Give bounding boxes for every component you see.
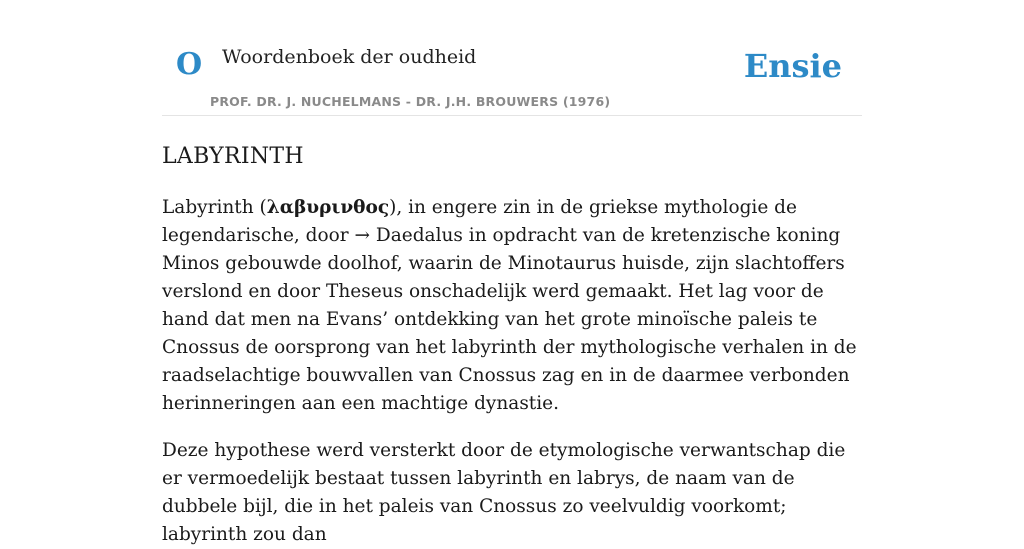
content-container bbox=[162, 0, 862, 549]
paragraph-text: ), in engere zin in de griekse mythologie de legendarische, door → Daedalus in opdracht van de kretenzische koning Minos gebouwde doolhof, waarin de Minotaurus huisde, zijn slachtoffers verslond en door Theseus onschadelijk werd gemaakt. Het lag voor de hand dat men na Evans’ ontdekking van het grote minoïsche paleis te Cnossus de oorsprong van het labyrinth der mythologische verhalen in de raadselachtige bouwvallen van Cnossus zag en in de daarmee verbonden herinneringen aan een machtige dynastie. bbox=[162, 196, 857, 414]
book-header bbox=[162, 0, 862, 116]
brand-logo[interactable]: Ensie bbox=[743, 47, 842, 85]
index-letter[interactable]: O bbox=[176, 47, 203, 82]
entry-article bbox=[162, 116, 862, 549]
entry-paragraph-2: Deze hypothese werd versterkt door de etymologische verwantschap die er vermoedelijk bestaat tussen labyrinth en labrys, de naam van de dubbele bijl, die in het paleis van Cnossus zo veelvuldig voorkomt; labyrinth zou dan bbox=[162, 439, 846, 545]
greek-term: λαβυρινθος bbox=[266, 196, 390, 218]
book-authors: PROF. DR. J. NUCHELMANS - DR. J.H. BROUWERS (1976) bbox=[210, 94, 611, 109]
entry-paragraph-1 bbox=[162, 194, 862, 418]
entry-title: LABYRINTH bbox=[162, 144, 304, 169]
book-title[interactable]: Woordenboek der oudheid bbox=[222, 46, 477, 68]
paragraph-text: Labyrinth ( bbox=[162, 196, 267, 218]
